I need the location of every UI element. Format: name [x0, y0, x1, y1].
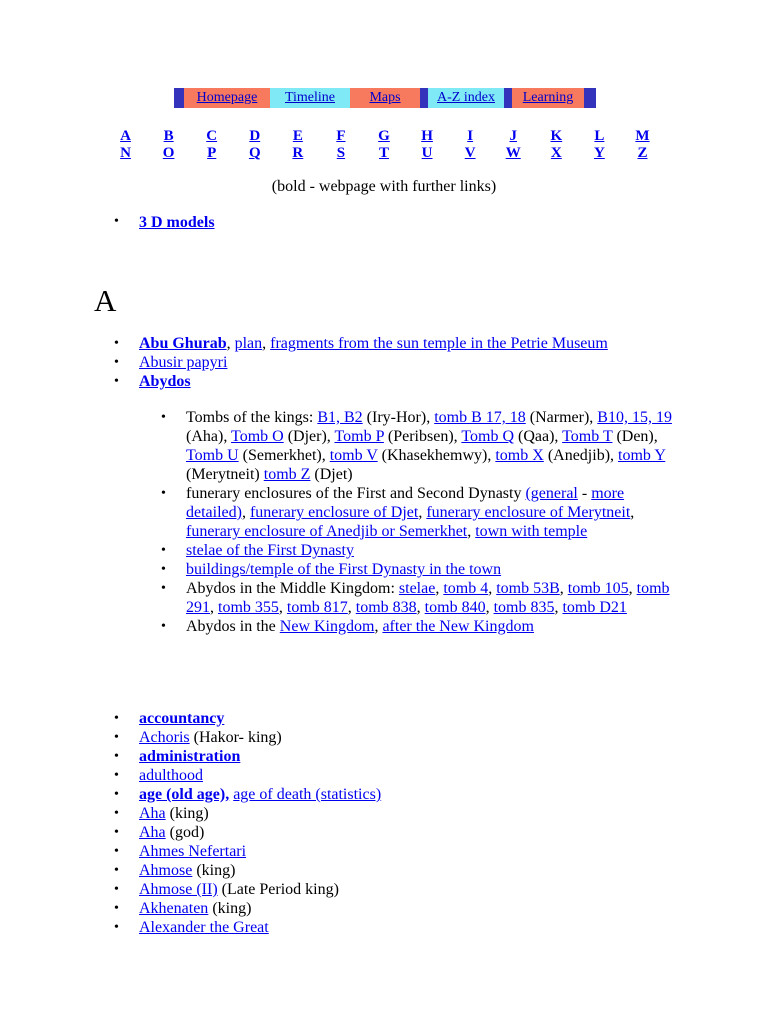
letter-link[interactable]: P [207, 145, 217, 161]
list-item [139, 709, 699, 728]
letter-link[interactable]: W [505, 145, 521, 161]
tomb-link[interactable]: Tomb Q [461, 428, 515, 445]
nav-learning-link[interactable]: Learning [522, 90, 574, 105]
list-item [186, 617, 676, 636]
item-note: (god) [165, 824, 205, 841]
tomb-note: (Merytneit) [186, 466, 264, 483]
item-note: (king) [208, 900, 252, 917]
letter-link[interactable]: M [635, 128, 650, 144]
tomb-note: (Khasekhemwy), [377, 447, 496, 464]
letter-link[interactable]: K [550, 128, 563, 144]
abu-ghurab-plan-link[interactable]: plan [234, 335, 263, 352]
list-item [139, 785, 699, 804]
letter-link[interactable]: X [550, 145, 562, 161]
nav-maps[interactable] [350, 88, 420, 108]
funerary-djet-link[interactable]: funerary enclosure of Djet [249, 504, 419, 521]
new-kingdom-intro: Abydos in the [186, 618, 280, 635]
town-temple-link[interactable]: town with temple [475, 523, 588, 540]
models-link[interactable]: 3 D models [139, 214, 215, 231]
list-item [139, 861, 699, 880]
list-item [139, 766, 699, 785]
letter-link[interactable]: A [120, 128, 131, 144]
tomb-link[interactable]: B1, B2 [317, 409, 363, 426]
letter-link[interactable]: Q [248, 145, 261, 161]
nav-timeline[interactable] [270, 88, 350, 108]
list-item [139, 804, 699, 823]
tomb-note: (Anedjib), [543, 447, 619, 464]
tomb-link[interactable]: tomb Z [263, 466, 311, 483]
nav-maps-link[interactable]: Maps [369, 90, 401, 105]
list-item [139, 747, 699, 766]
letter-link[interactable]: L [594, 128, 605, 144]
abydos-link[interactable]: Abydos [139, 373, 191, 390]
letter-link[interactable]: B [163, 128, 174, 144]
tomb-note: (Den), [612, 428, 658, 445]
item-note: (king) [192, 862, 236, 879]
list-item [139, 880, 699, 899]
nav-timeline-link[interactable]: Timeline [284, 90, 336, 105]
tomb-note: (Aha), [186, 428, 232, 445]
letter-row-2 [104, 145, 664, 162]
mk-link[interactable]: tomb 840 [424, 599, 486, 616]
nav-homepage-link[interactable]: Homepage [196, 90, 258, 105]
funerary-merytneit-link[interactable]: funerary enclosure of Merytneit [426, 504, 631, 521]
letter-link[interactable]: Z [637, 145, 648, 161]
tomb-link[interactable]: Tomb U [186, 447, 239, 464]
letter-link[interactable]: Y [593, 145, 605, 161]
separator-text: , [467, 523, 476, 540]
tomb-link[interactable]: Tomb T [562, 428, 613, 445]
mk-link[interactable]: tomb 355 [218, 599, 279, 616]
letter-link[interactable]: R [292, 145, 304, 161]
separator-text: , [241, 504, 250, 521]
tomb-note: (Semerkhet), [238, 447, 330, 464]
tomb-link[interactable]: tomb X [495, 447, 544, 464]
list-item [186, 408, 676, 484]
administration-link[interactable]: administration [139, 748, 241, 765]
letter-link[interactable]: I [467, 128, 474, 144]
mk-link[interactable]: tomb 838 [355, 599, 417, 616]
models-list [139, 214, 215, 232]
alexander-link[interactable]: Alexander the Great [139, 919, 269, 936]
letter-link[interactable]: C [206, 128, 218, 144]
tomb-link[interactable]: tomb V [329, 447, 378, 464]
ahmose-link[interactable]: Ahmose [139, 862, 193, 879]
index-list-a [139, 334, 699, 653]
tomb-note: (Qaa), [514, 428, 563, 445]
funerary-anedjib-link[interactable]: funerary enclosure of Anedjib or Semerkhet [186, 523, 468, 540]
index-list-a-continued [139, 709, 699, 937]
middle-kingdom-intro: Abydos in the Middle Kingdom: [186, 580, 399, 597]
nav-edge-right [584, 88, 596, 108]
tomb-link[interactable]: tomb B 17, 18 [434, 409, 526, 426]
nav-separator [420, 88, 428, 108]
tomb-link[interactable]: Tomb P [334, 428, 384, 445]
top-nav [174, 88, 596, 108]
separator-text: , [418, 504, 427, 521]
list-item [139, 918, 699, 937]
age-link[interactable]: age (old age), [139, 786, 230, 803]
age-death-link[interactable]: age of death (statistics) [233, 786, 382, 803]
list-item [186, 541, 676, 560]
tombs-intro: Tombs of the kings: [186, 409, 318, 426]
item-note: (Hakor- king) [189, 729, 282, 746]
letter-link[interactable]: U [421, 145, 433, 161]
letter-link[interactable]: O [162, 145, 175, 161]
letter-link[interactable]: N [120, 145, 131, 161]
list-item [186, 560, 676, 579]
funerary-detailed-link[interactable]: more detailed) [186, 485, 625, 521]
buildings-link[interactable]: buildings/temple of the First Dynasty in the town [186, 561, 502, 578]
tomb-note: (Djet) [310, 466, 353, 483]
nav-separator [504, 88, 512, 108]
tomb-link[interactable]: tomb Y [618, 447, 666, 464]
letter-link[interactable]: H [421, 128, 433, 144]
tomb-note: (Iry-Hor), [362, 409, 435, 426]
funerary-general-link[interactable]: (general [525, 485, 578, 502]
after-new-kingdom-link[interactable]: after the New Kingdom [382, 618, 534, 635]
tomb-note: (Narmer), [525, 409, 598, 426]
tomb-link[interactable]: B10, 15, 19 [597, 409, 672, 426]
item-note: (Late Period king) [217, 881, 339, 898]
list-item [139, 353, 699, 372]
nav-edge-left [174, 88, 184, 108]
list-item [139, 728, 699, 747]
nav-az-index[interactable] [428, 88, 504, 108]
letter-link[interactable]: J [509, 128, 517, 144]
separator-text: , [630, 504, 635, 521]
item-note: (king) [165, 805, 209, 822]
abydos-sublist [186, 408, 676, 636]
letter-link[interactable]: V [464, 145, 476, 161]
letter-row-1 [104, 128, 664, 145]
aha-god-link[interactable]: Aha [139, 824, 166, 841]
mk-link[interactable]: tomb 53B [496, 580, 560, 597]
legend-note: (bold - webpage with further links) [271, 178, 497, 195]
letter-link[interactable]: T [379, 145, 390, 161]
list-item: • Abu Ghurab, plan, fragments from the sun temple in the Petrie Museum [139, 334, 699, 353]
mk-link[interactable]: tomb 835 [493, 599, 555, 616]
list-item [139, 214, 215, 232]
separator-text: , [374, 618, 383, 635]
list-item: • Abydos in the Middle Kingdom: stelae, tomb 4, tomb 53B, tomb 105, tomb 291, tomb 355, tomb 817, tomb 838, tomb 840, tomb 835, tomb D21 [186, 579, 676, 617]
ahmose-ii-link[interactable]: Ahmose (II) [139, 881, 218, 898]
letter-link[interactable]: E [292, 128, 303, 144]
nav-homepage[interactable] [184, 88, 270, 108]
list-item [139, 372, 699, 636]
list-item [139, 899, 699, 918]
accountancy-link[interactable]: accountancy [139, 710, 225, 727]
new-kingdom-link[interactable]: New Kingdom [279, 618, 375, 635]
nav-az-index-link[interactable]: A-Z index [437, 90, 495, 105]
separator-text: - [577, 485, 592, 502]
list-item [139, 842, 699, 861]
funerary-intro: funerary enclosures of the First and Second Dynasty [186, 485, 526, 502]
stelae-first-dynasty-link[interactable]: stelae of the First Dynasty [186, 542, 354, 559]
mk-link[interactable]: tomb D21 [562, 599, 627, 616]
mk-link[interactable]: tomb 291 [186, 580, 670, 616]
letter-link[interactable]: S [336, 145, 346, 161]
list-item [139, 823, 699, 842]
abusir-papyri-link[interactable]: Abusir papyri [139, 354, 228, 371]
mk-link[interactable]: tomb 4 [443, 580, 489, 597]
achoris-link[interactable]: Achoris [139, 729, 190, 746]
akhenaten-link[interactable]: Akhenaten [139, 900, 209, 917]
mk-link[interactable]: tomb 105 [567, 580, 629, 597]
adulthood-link[interactable]: adulthood [139, 767, 203, 784]
letter-link[interactable]: G [378, 128, 390, 144]
abu-ghurab-fragments-link[interactable]: fragments from the sun temple in the Petrie Museum [270, 335, 608, 352]
mk-link[interactable]: stelae [398, 580, 436, 597]
aha-king-link[interactable]: Aha [139, 805, 166, 822]
tomb-link[interactable]: Tomb O [231, 428, 284, 445]
tomb-note: (Djer), [283, 428, 335, 445]
abu-ghurab-link[interactable]: Abu Ghurab [139, 335, 227, 352]
list-item [186, 484, 676, 541]
section-heading: A [94, 283, 117, 318]
ahmes-nefertari-link[interactable]: Ahmes Nefertari [139, 843, 247, 860]
mk-link[interactable]: tomb 817 [286, 599, 348, 616]
tomb-note: (Peribsen), [383, 428, 462, 445]
nav-learning[interactable] [512, 88, 584, 108]
letter-index [104, 128, 664, 162]
letter-link[interactable]: F [336, 128, 346, 144]
letter-link[interactable]: D [249, 128, 261, 144]
